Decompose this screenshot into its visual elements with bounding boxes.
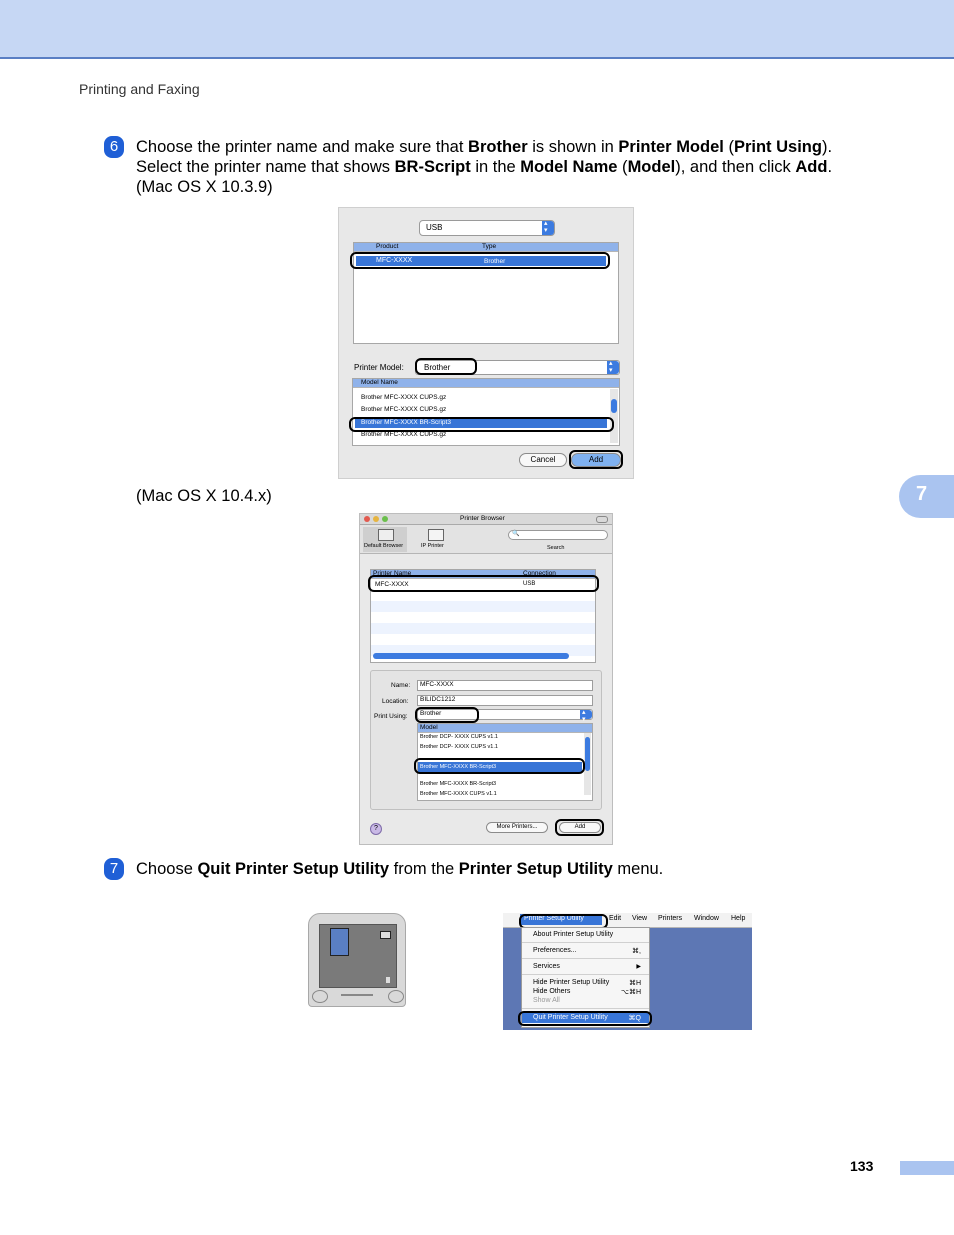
ip-printer-button[interactable]: IP Printer [418,527,452,552]
step-7-text: Choose Quit Printer Setup Utility from the Printer Setup Utility menu. [136,860,664,878]
help-icon[interactable]: ? [370,823,382,835]
mac-computer-icon [308,913,406,1007]
product-list-header: Product Type [354,243,618,252]
scroll-thumb[interactable] [585,737,590,771]
globe-printer-icon [428,529,444,541]
drive-icon [380,931,391,939]
quit-shortcut: ⌘Q [628,1015,641,1022]
model-item[interactable]: Brother DCP- XXXX CUPS v1.1 [420,744,498,750]
model-item-selected[interactable]: Brother MFC-XXXX BR-Script3 [418,762,582,772]
menu-item-preferences[interactable]: Preferences... [533,947,577,954]
search-icon: 🔍 [512,531,520,537]
window-title: Printer Browser [460,515,505,522]
name-field[interactable]: MFC-XXXX [417,680,593,691]
step-6-text [136,137,886,197]
highlight-oval [414,758,585,774]
model-item[interactable]: Brother MFC-XXXX CUPS v1.1 [420,791,497,797]
printer-model-label: Printer Model: [354,363,404,372]
screenshot-quit-menu [503,913,752,1030]
menu-help[interactable]: Help [731,915,746,922]
model-item-selected[interactable]: Brother MFC-XXXX BR-Script3 [355,418,607,428]
page-number: 133 [850,1158,874,1174]
name-label: Name: [391,682,411,689]
toolbar-toggle-icon[interactable] [596,516,608,523]
mac-screen [319,924,397,988]
highlight-oval [518,1011,652,1026]
model-item[interactable]: Brother MFC-XXXX CUPS.gz [361,406,447,413]
section-title: Printing and Faxing [79,81,200,97]
more-printers-button[interactable]: More Printers... [486,822,548,833]
zoom-icon[interactable] [382,516,388,522]
minimize-icon[interactable] [373,516,379,522]
speaker-icon [312,990,328,1003]
location-field[interactable]: BILIDC1212 [417,695,593,706]
highlight-oval [349,417,614,432]
menu-item-hide-others[interactable]: Hide Others [533,988,571,995]
printer-model-popup[interactable]: Brother ▴▾ [415,360,620,375]
scroll-thumb[interactable] [611,399,617,413]
model-list-header: Model [418,724,592,733]
cancel-button[interactable]: Cancel [519,453,567,467]
location-label: Location: [382,698,409,705]
add-button[interactable]: Add [571,453,621,467]
popup-arrows-icon [607,361,619,374]
hide-others-shortcut: ⌥⌘H [620,989,641,996]
preferences-shortcut: ⌘, [632,948,641,955]
menu-view[interactable]: View [632,915,648,922]
menu-printers[interactable]: Printers [658,915,683,922]
drive-slot [341,994,373,996]
caption-mac-10-4: (Mac OS X 10.4.x) [136,487,272,505]
step-6-number: 6 [104,136,124,158]
screenshot-mac-10-4 [359,513,613,845]
horizontal-scrollbar[interactable] [373,653,569,659]
footer-band [900,1161,954,1175]
header-band [0,0,954,59]
popup-arrows-icon [542,221,554,235]
toolbar [360,525,612,554]
model-list-header: Model Name [353,379,619,388]
scrollbar[interactable] [610,389,618,443]
highlight-oval [350,252,610,269]
step-7-number: 7 [104,858,124,880]
printer-list-header: Printer Name Connection [371,570,595,579]
hide-shortcut: ⌘H [628,980,641,987]
highlight-oval [415,707,479,723]
screenshot-mac-10-3-9 [338,207,634,479]
search-label: Search [547,545,565,551]
menu-window[interactable]: Window [694,915,719,922]
menu-printer-setup-utility[interactable]: Printer Setup Utility [520,914,602,925]
menu-item-show-all: Show All [533,997,560,1004]
step-6-line-2: Select the printer name that shows BR-Script in the Model Name (Model), and then click Add. [136,158,833,176]
window-thumbnail-icon [330,928,349,956]
popup-arrows-icon [580,710,592,719]
printer-icon [378,529,394,541]
speaker-icon [388,990,404,1003]
print-using-popup[interactable]: Brother ▴▾ [417,709,593,720]
product-row-selected[interactable]: MFC-XXXX Brother [356,256,606,266]
printer-row-selected[interactable]: MFC-XXXX USB [371,579,595,590]
print-using-label: Print Using: [374,713,408,720]
model-item[interactable]: Brother MFC-XXXX CUPS.gz [361,394,447,401]
search-input[interactable] [508,530,608,540]
menu-item-services[interactable]: Services [533,963,560,970]
menu-edit[interactable]: Edit [609,915,622,922]
highlight-oval [569,450,623,469]
connection-popup[interactable]: USB ▴▾ [419,220,555,236]
chapter-number: 7 [916,483,928,505]
submenu-arrow-icon: ▶ [636,964,641,970]
close-icon[interactable] [364,516,370,522]
menu-item-about[interactable]: About Printer Setup Utility [533,931,614,938]
title-bar [360,514,612,525]
menu-item-hide[interactable]: Hide Printer Setup Utility [533,979,610,986]
scrollbar[interactable] [584,733,591,795]
highlight-oval [415,358,477,375]
highlight-oval [555,819,604,836]
trash-icon [386,977,390,983]
default-browser-button[interactable]: Default Browser [363,527,407,552]
model-item[interactable]: Brother DCP- XXXX CUPS v1.1 [420,734,498,740]
step-6-line-3: (Mac OS X 10.3.9) [136,178,273,196]
chapter-tab [899,475,954,518]
menu-item-quit[interactable]: Quit Printer Setup Utility ⌘Q [522,1013,649,1023]
model-item[interactable]: Brother MFC-XXXX CUPS.gz [361,431,447,438]
model-list[interactable] [352,378,620,446]
model-item[interactable]: Brother MFC-XXXX BR-Script3 [420,781,497,787]
highlight-oval [368,575,599,592]
add-button[interactable]: Add [559,822,601,833]
step-6-line-1: Choose the printer name and make sure that Brother is shown in Printer Model (Print Using). [136,138,833,156]
